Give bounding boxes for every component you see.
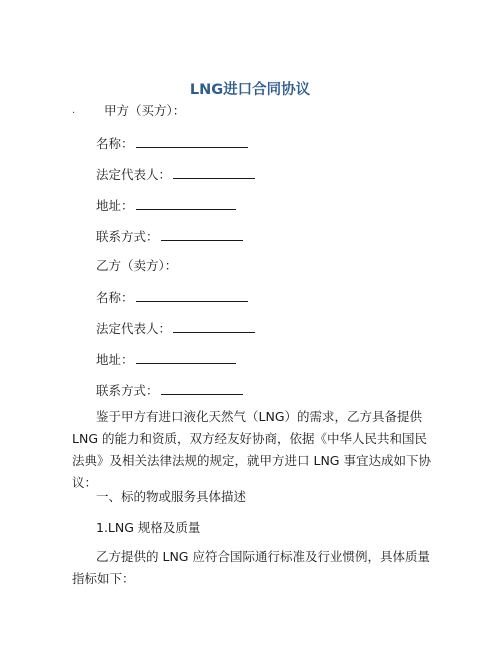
party-b-address-blank <box>136 351 236 364</box>
party-a-name-blank <box>136 135 248 148</box>
party-a-address-blank <box>136 197 236 210</box>
party-b-name-label: 名称： <box>96 290 134 305</box>
section-1-1-paragraph-text: 乙方提供的 LNG 应符合国际通行标准及行业惯例，具体质量指标如下： <box>72 549 430 586</box>
document-title: LNG进口合同协议 <box>189 82 311 98</box>
party-b-rep-blank <box>173 320 255 333</box>
party-a-address-row <box>96 197 236 214</box>
party-a-name-label: 名称： <box>96 136 134 151</box>
party-a-contact-label: 联系方式： <box>96 229 159 244</box>
party-b-contact-blank <box>161 382 243 395</box>
party-a-heading: 甲方（买方）： <box>104 103 186 118</box>
party-a-rep-blank <box>173 166 255 179</box>
intro-paragraph-text: 鉴于甲方有进口液化天然气（LNG）的需求，乙方具备提供 LNG 的能力和资质，双方经友好协商，依据《中华人民共和国民法典》及相关法律法规的规定，就甲方进口 LNG 事宜达成如下协议： <box>72 409 431 490</box>
party-b-rep-row <box>96 320 255 337</box>
party-b-heading: 乙方（卖方）： <box>96 258 178 273</box>
party-b-contact-row <box>96 382 243 399</box>
section-1-1-paragraph <box>72 546 436 590</box>
party-a-rep-row <box>96 166 255 183</box>
party-a-rep-label: 法定代表人： <box>96 167 172 182</box>
party-b-rep-label: 法定代表人： <box>96 321 172 336</box>
party-b-contact-label: 联系方式： <box>96 383 159 398</box>
party-a-contact-blank <box>161 228 243 241</box>
intro-paragraph <box>72 406 436 494</box>
party-b-name-blank <box>136 289 248 302</box>
party-a-address-label: 地址： <box>96 198 134 213</box>
party-b-address-row <box>96 351 236 368</box>
section-1-heading: 一、标的物或服务具体描述 <box>96 489 247 504</box>
party-a-contact-row <box>96 228 243 245</box>
bullet-mark: · <box>72 108 76 119</box>
party-b-name-row <box>96 289 248 306</box>
party-a-name-row <box>96 135 248 152</box>
section-1-1-heading: 1.LNG 规格及质量 <box>96 520 201 535</box>
party-b-address-label: 地址： <box>96 352 134 367</box>
